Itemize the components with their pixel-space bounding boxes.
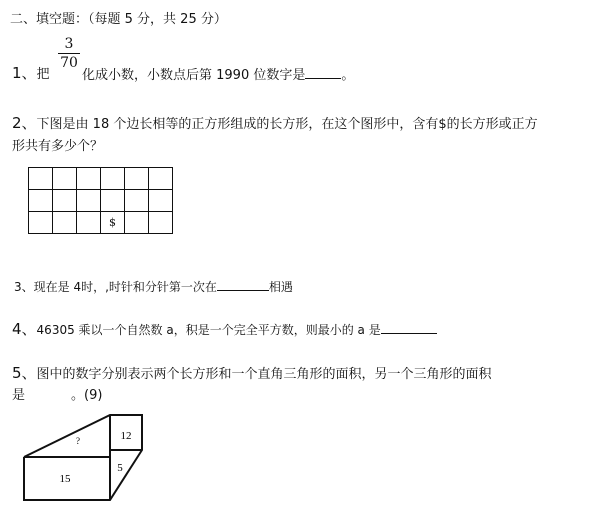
question-5-number: 5、 (12, 364, 37, 382)
grid-row (29, 212, 173, 234)
grid-cell (77, 190, 101, 212)
question-2-text-1: 下图是由 18 个边长相等的正方形组成的长方形，在这个图形中，含有$的长方形或正方 (36, 117, 538, 132)
grid-cell (125, 190, 149, 212)
question-5-text-1: 图中的数字分别表示两个长方形和一个直角三角形的面积，另一个三角形的面积 (36, 367, 492, 382)
question-1-fraction (58, 36, 80, 71)
question-3-answer-blank[interactable] (217, 290, 269, 291)
grid-cell (77, 168, 101, 190)
grid-cell (101, 190, 125, 212)
grid-cell (29, 212, 53, 234)
question-1-number: 1、 (12, 64, 37, 82)
grid-cell (29, 168, 53, 190)
question-5-text-2-suffix: 。(9) (71, 388, 103, 403)
question-3 (14, 278, 293, 295)
question-4 (12, 318, 437, 339)
grid-cell (77, 212, 101, 234)
question-1-suffix: 。 (341, 68, 355, 83)
grid-row (29, 190, 173, 212)
top-rect-label: 12 (120, 430, 132, 442)
grid-cell (149, 190, 173, 212)
question-5-text-2-prefix: 是 (12, 388, 26, 403)
question-1-text: 化成小数，小数点后第 1990 位数字是 (82, 68, 306, 83)
grid-cell (53, 190, 77, 212)
grid-cell-marked: $ (101, 212, 125, 234)
top-triangle-label: ? (76, 436, 80, 446)
question-2-number: 2、 (12, 114, 37, 132)
question-1-body (82, 64, 354, 83)
question-5-line-1 (12, 362, 492, 383)
square-grid (28, 167, 173, 234)
fraction-numerator: 3 (64, 36, 74, 52)
right-triangle-label: 5 (117, 462, 123, 474)
grid-row (29, 168, 173, 190)
question-4-number: 4、 (12, 320, 37, 338)
question-1-answer-blank[interactable] (305, 78, 341, 79)
grid-cell (149, 212, 173, 234)
grid-cell (29, 190, 53, 212)
grid-cell (125, 212, 149, 234)
grid-cell (149, 168, 173, 190)
grid-cell (101, 168, 125, 190)
question-2-text-2: 形共有多少个？ (12, 139, 104, 154)
grid-cell (53, 168, 77, 190)
grid-cell (125, 168, 149, 190)
question-4-text: 46305 乘以一个自然数 a，积是一个完全平方数，则最小的 a 是 (36, 323, 381, 337)
fraction-denominator: 70 (60, 55, 78, 71)
area-figure (0, 405, 170, 505)
question-4-answer-blank[interactable] (381, 333, 437, 334)
question-1-prefix: 把 (36, 67, 50, 82)
question-3-text: 3、现在是 4时，,时针和分针第一次在 (14, 280, 217, 294)
grid-cell (53, 212, 77, 234)
bottom-rect-label: 15 (59, 473, 71, 485)
question-1 (12, 62, 50, 83)
section-heading: 二、填空题：（每题 5 分，共 25 分） (10, 12, 227, 27)
question-3-suffix: 相遇 (268, 280, 293, 294)
fraction-bar (58, 53, 80, 54)
question-5-line-2 (12, 384, 102, 403)
question-2-line-1 (12, 112, 538, 133)
